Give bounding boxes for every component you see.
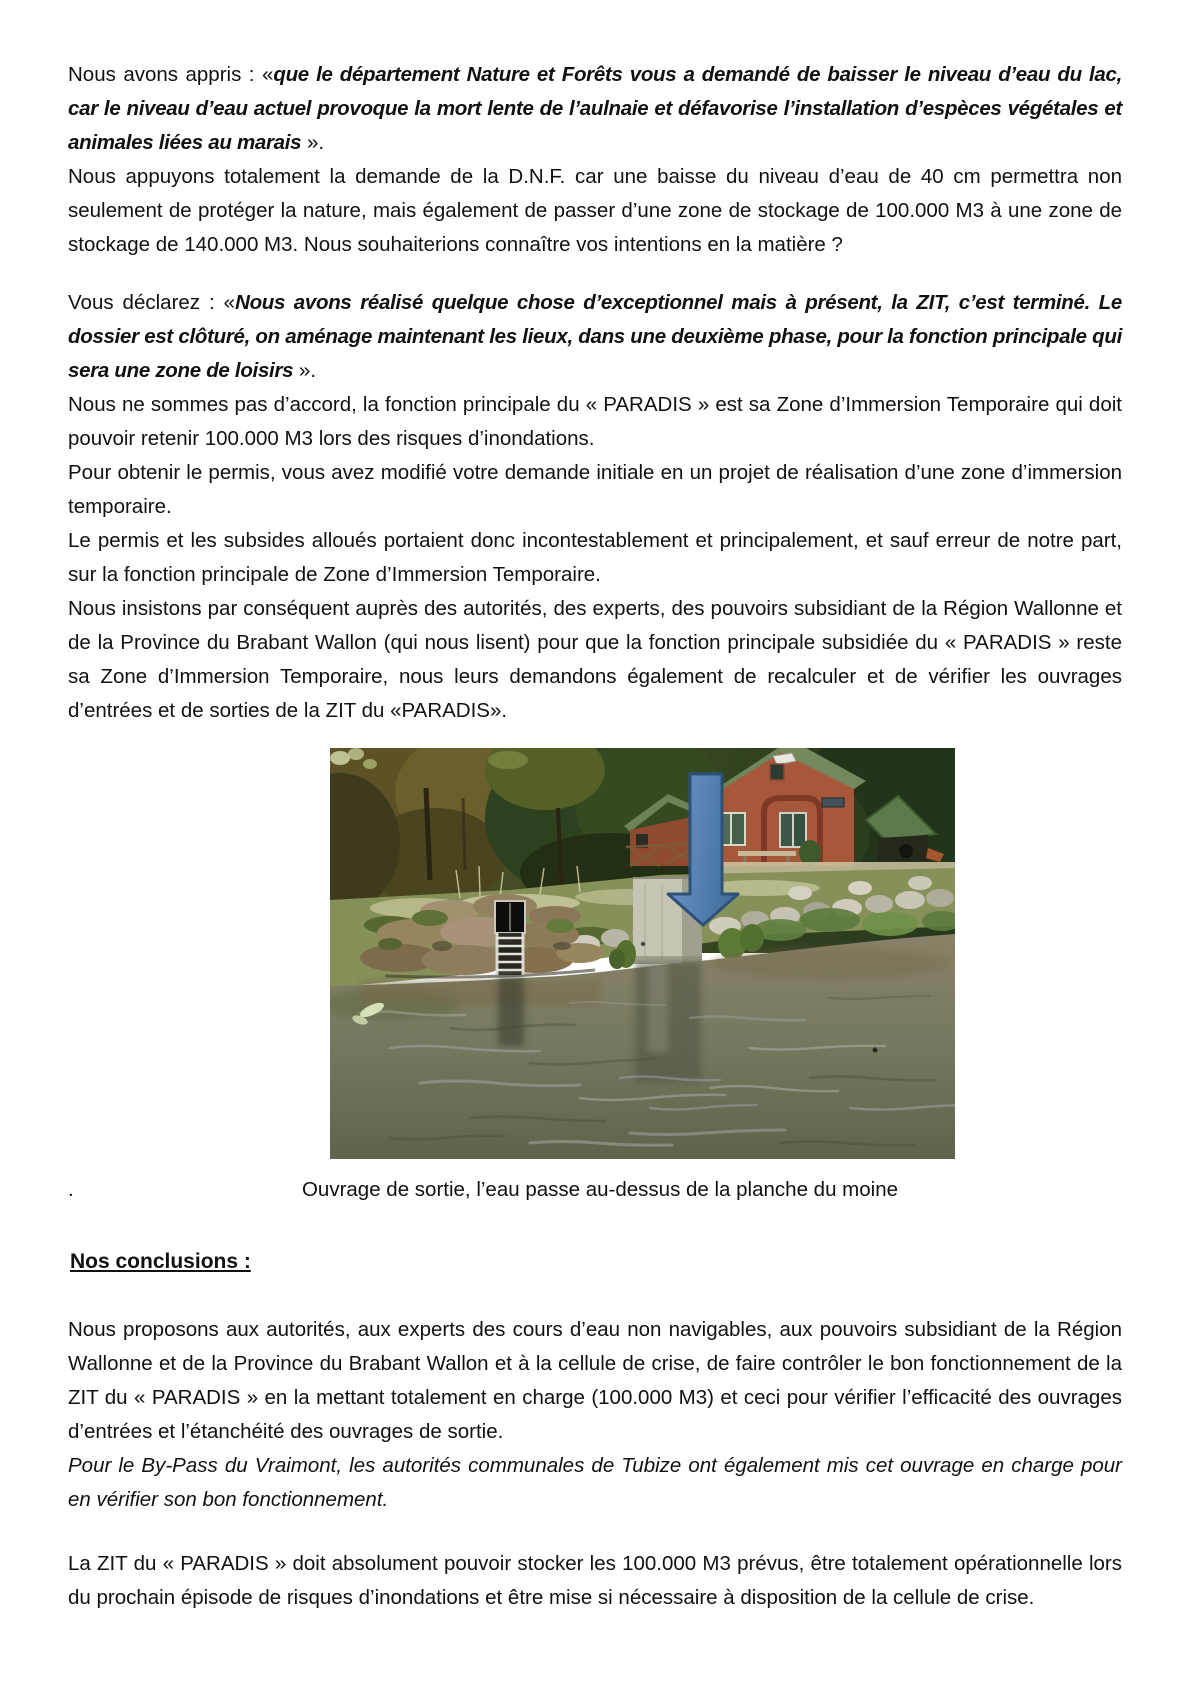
- paragraph-subsides: Le permis et les subsides alloués portaient donc incontestablement et principalement, et sauf erreur de notre part, sur la fonction principale de Zone d’Immersion Temporaire.: [68, 529, 1122, 586]
- photo-caption: Ouvrage de sortie, l’eau passe au-dessus de la planche du moine: [301, 1178, 898, 1201]
- paragraph-insistons: Nous insistons par conséquent auprès des autorités, des experts, des pouvoirs subsidiant de la Région Wallonne et de la Province du Brabant Wallon (qui nous lisent) pour que la fonction principale subsidiée du « PARADIS » reste sa Zone d’Immersion Temporaire, nous leurs demandons également de recalculer et de vérifier les ouvrages d’entrées et de sorties de la ZIT du «PARADIS».: [68, 597, 1122, 722]
- paragraph-appuyons: Nous appuyons totalement la demande de la D.N.F. car une baisse du niveau d’eau de 40 cm permettra non seulement de protéger la nature, mais également de passer d’une zone de stockage de 100.000 M3 à une zone de stockage de 140.000 M3. Nous souhaiterions connaître vos intentions en la matière ?: [68, 165, 1122, 256]
- paragraph-proposons: Nous proposons aux autorités, aux experts des cours d’eau non navigables, aux pouvoirs subsidiant de la Région Wallonne et de la Province du Brabant Wallon et à la cellule de crise, de faire contrôler le bon fonctionnement de la ZIT du « PARADIS » en la mettant totalement en charge (100.000 M3) et ceci pour vérifier l’efficacité des ouvrages d’entrées et l’étanchéité des ouvrages de sortie.: [68, 1318, 1122, 1443]
- declarez-prefix: Vous déclarez : «: [68, 291, 236, 314]
- paragraph-accord: Nous ne sommes pas d’accord, la fonction principale du « PARADIS » est sa Zone d’Immersion Temporaire qui doit pouvoir retenir 100.000 M3 lors des risques d’inondations.: [68, 393, 1122, 450]
- photo-scene: [330, 748, 955, 1159]
- conclusions-heading-text: Nos conclusions :: [70, 1250, 251, 1273]
- outlet-structure-photo: [330, 748, 955, 1159]
- caption-leading-dot: .: [68, 1178, 74, 1201]
- appris-suffix: ».: [301, 131, 325, 154]
- declarez-quote: Nous avons réalisé quelque chose d’exceptionnel mais à présent, la ZIT, c’est terminé. Le dossier est clôturé, on aménage maintenant les lieux, dans une deuxième phase, pour la fonction principale qui sera une zone de loisirs: [68, 291, 1123, 382]
- appris-prefix: Nous avons appris : «: [68, 63, 274, 86]
- paragraph-declarez: [68, 286, 1122, 388]
- paragraph-permis: Pour obtenir le permis, vous avez modifié votre demande initiale en un projet de réalisation d’une zone d’immersion temporaire.: [68, 461, 1122, 518]
- photo-moine-ladder: [495, 901, 525, 975]
- paragraph-zit: La ZIT du « PARADIS » doit absolument pouvoir stocker les 100.000 M3 prévus, être totalement opérationnelle lors du prochain épisode de risques d’inondations et être mise si nécessaire à disposition de la cellule de crise.: [68, 1552, 1122, 1609]
- declarez-suffix: ».: [293, 359, 317, 382]
- paragraph-bypass: Pour le By-Pass du Vraimont, les autorités communales de Tubize ont également mis cet ouvrage en charge pour en vérifier son bon fonctionnement.: [68, 1454, 1122, 1511]
- appris-quote: que le département Nature et Forêts vous a demandé de baisser le niveau d’eau du lac, car le niveau d’eau actuel provoque la mort lente de l’aulnaie et défavorise l’installation d’espèces végétales et animales liées au marais: [68, 63, 1123, 154]
- photo-caption-row: [68, 1173, 1122, 1207]
- conclusions-heading: [70, 1245, 1122, 1279]
- paragraph-appris: [68, 58, 1122, 160]
